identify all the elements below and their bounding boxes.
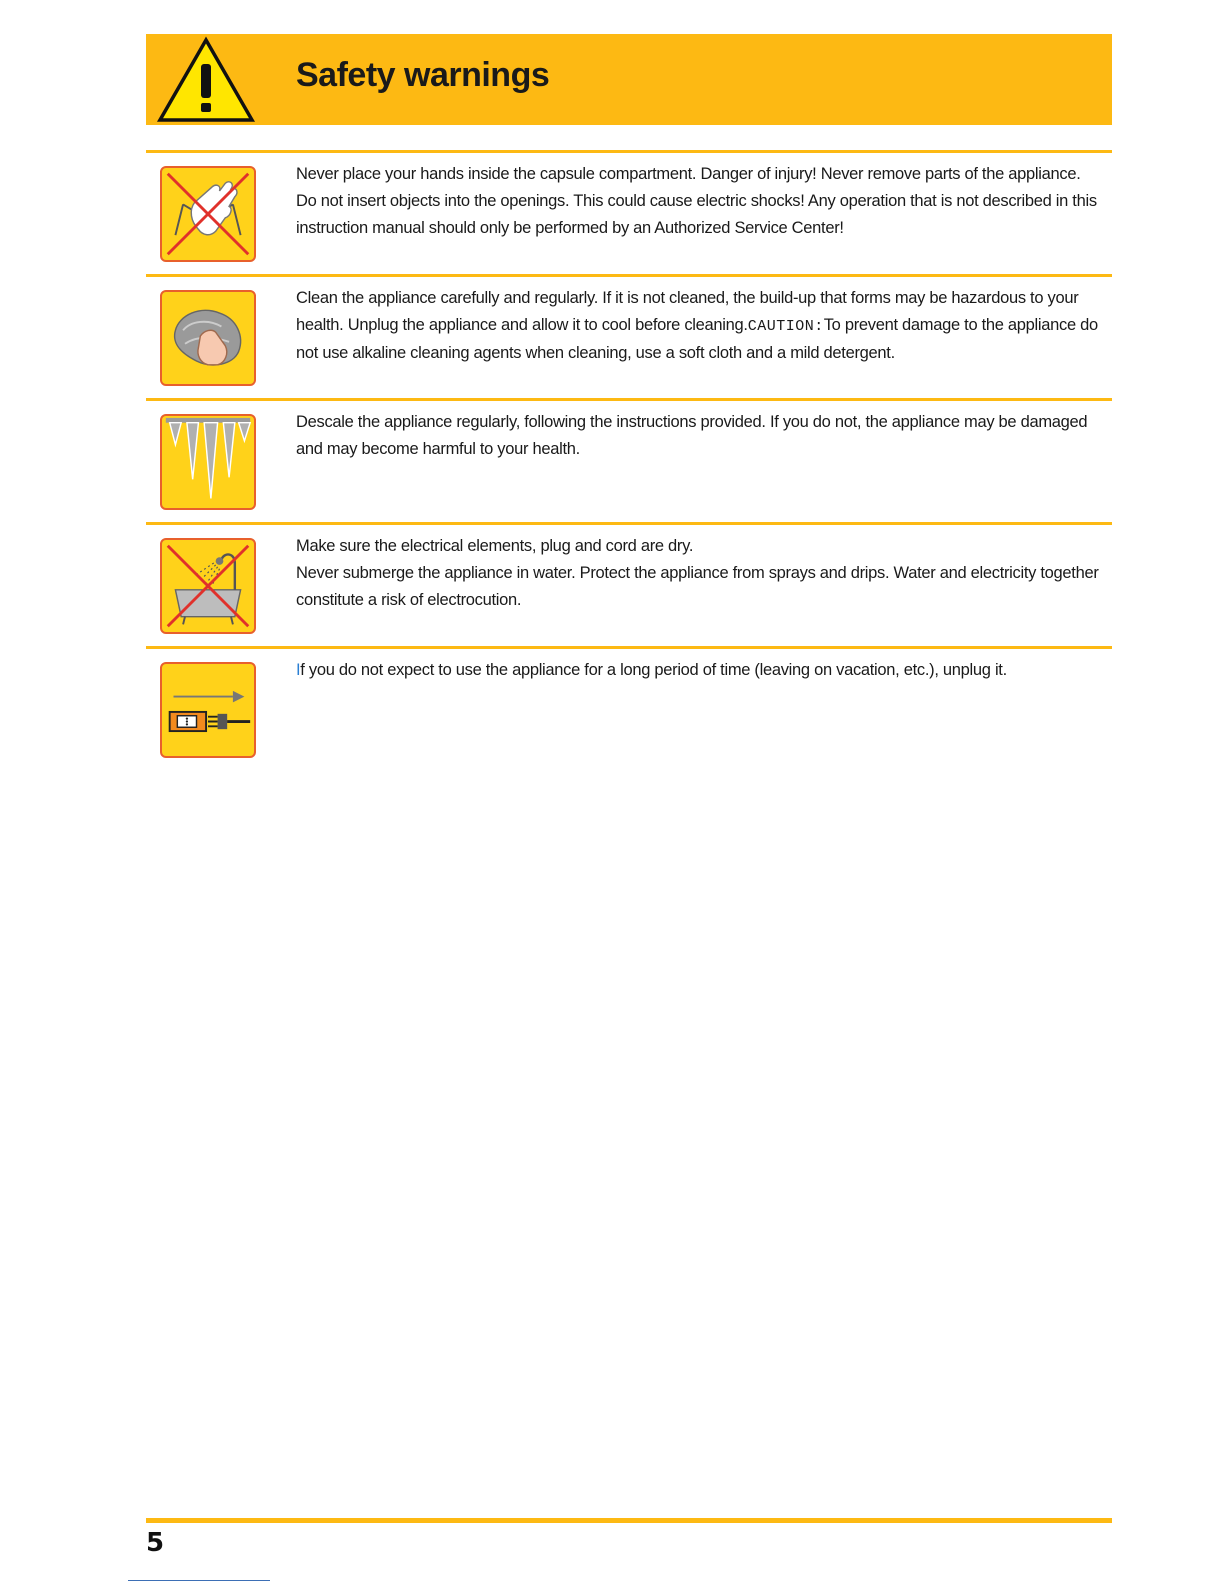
- warning-row-descale: [146, 398, 1112, 525]
- warning-row-hands: [146, 150, 1112, 277]
- page-title: Safety warnings: [296, 56, 550, 94]
- warning-text-rest: f you do not expect to use the appliance for a long period of time (leaving on vacation, etc.), unplug it.: [300, 661, 1007, 679]
- warning-text: [296, 657, 1101, 684]
- footer-divider: [146, 1518, 1112, 1523]
- warning-paragraph: Make sure the electrical elements, plug and cord are dry.: [296, 537, 694, 555]
- cleaning-cloth-icon: [160, 290, 256, 386]
- warning-row-water: [146, 522, 1112, 649]
- warning-row-cleaning: [146, 274, 1112, 401]
- warning-text: [296, 285, 1101, 367]
- warning-text: [296, 161, 1101, 242]
- descale-icicles-icon: [160, 414, 256, 510]
- header-banner: [146, 34, 1112, 125]
- warning-paragraph: [296, 657, 1101, 684]
- warning-text-before: Clean the appliance carefully and regularly. If it is not cleaned, the build-up that forms may be hazardous to your health. Unplug the appliance and allow it to cool before cleaning.: [296, 289, 1079, 334]
- warning-triangle-icon: [156, 36, 256, 124]
- no-water-bath-icon: [160, 538, 256, 634]
- warning-paragraph: Never place your hands inside the capsule compartment. Danger of injury! Never remove parts of the appliance.: [296, 165, 1081, 183]
- warning-paragraph: Descale the appliance regularly, following the instructions provided. If you do not, the appliance may be damaged and may become harmful to your health.: [296, 413, 1088, 458]
- warning-text-after: To prevent damage to the appliance do not use alkaline cleaning agents when cleaning, use a soft cloth and a mild detergent.: [296, 316, 1098, 362]
- caution-label: CAUTION:: [747, 318, 824, 335]
- warning-paragraph: Do not insert objects into the openings. This could cause electric shocks! Any operation that is not described in this instruction manual should only be performed by an Authorized Service Center!: [296, 192, 1097, 237]
- bottom-rule: [128, 1580, 270, 1581]
- page-number: 5: [146, 1528, 165, 1558]
- warning-row-unplug: [146, 646, 1112, 773]
- warning-text: [296, 409, 1101, 463]
- warning-text: [296, 533, 1101, 614]
- warning-paragraph: Never submerge the appliance in water. Protect the appliance from sprays and drips. Water and electricity together constitute a risk of electrocution.: [296, 564, 1099, 609]
- no-hands-icon: [160, 166, 256, 262]
- warning-paragraph: [296, 285, 1101, 367]
- unplug-icon: [160, 662, 256, 758]
- first-letter: I: [296, 661, 301, 679]
